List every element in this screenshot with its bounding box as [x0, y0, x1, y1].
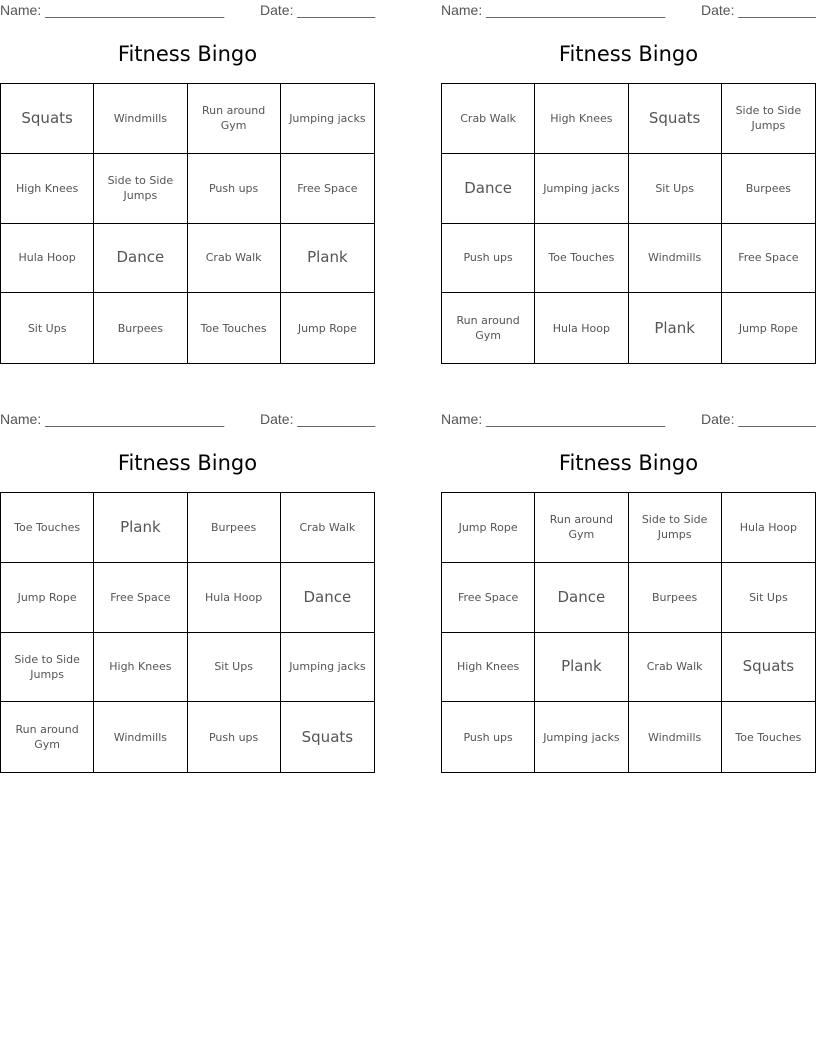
- bingo-cell: Push ups: [188, 154, 281, 224]
- date-field-line: Date: __________: [260, 2, 376, 18]
- bingo-cell: Squats: [629, 84, 722, 154]
- bingo-cell: Windmills: [629, 702, 722, 772]
- bingo-cell: Dance: [94, 224, 187, 294]
- bingo-cell: Free Space: [722, 224, 815, 294]
- bingo-cell: Crab Walk: [629, 633, 722, 703]
- date-field-line: Date: __________: [701, 411, 816, 427]
- bingo-cell: Side to Side Jumps: [629, 493, 722, 563]
- bingo-cell: Squats: [722, 633, 815, 703]
- bingo-cell: Toe Touches: [1, 493, 94, 563]
- bingo-cell: Plank: [94, 493, 187, 563]
- bingo-grid: [441, 83, 816, 364]
- bingo-cell: Run around Gym: [535, 493, 628, 563]
- card-title: Fitness Bingo: [117, 42, 258, 66]
- bingo-cell: Hula Hoop: [535, 293, 628, 363]
- bingo-cell: Crab Walk: [442, 84, 535, 154]
- bingo-cell: Sit Ups: [629, 154, 722, 224]
- name-field-line: Name: _______________________: [441, 411, 666, 427]
- card-title: Fitness Bingo: [117, 451, 258, 475]
- bingo-cell: High Knees: [442, 633, 535, 703]
- bingo-cell: Free Space: [94, 563, 187, 633]
- card-title: Fitness Bingo: [558, 42, 699, 66]
- bingo-cell: Sit Ups: [1, 293, 94, 363]
- bingo-cell: Windmills: [629, 224, 722, 294]
- bingo-cell: Push ups: [188, 702, 281, 772]
- bingo-cell: Sit Ups: [188, 633, 281, 703]
- bingo-cell: Burpees: [629, 563, 722, 633]
- bingo-cell: Plank: [535, 633, 628, 703]
- bingo-cell: Run around Gym: [442, 293, 535, 363]
- bingo-cell: High Knees: [1, 154, 94, 224]
- bingo-cell: Run around Gym: [188, 84, 281, 154]
- bingo-cell: Jumping jacks: [535, 154, 628, 224]
- bingo-cell: Jump Rope: [1, 563, 94, 633]
- bingo-cell: Crab Walk: [281, 493, 374, 563]
- bingo-cell: High Knees: [535, 84, 628, 154]
- bingo-cell: Jump Rope: [738, 321, 798, 335]
- bingo-cell: Hula Hoop: [1, 224, 94, 294]
- bingo-cell: Toe Touches: [535, 224, 628, 294]
- bingo-cell: Free Space: [281, 154, 374, 224]
- bingo-cell: Side to Side Jumps: [1, 633, 94, 703]
- bingo-cell: Burpees: [188, 493, 281, 563]
- bingo-cell: Hula Hoop: [188, 563, 281, 633]
- bingo-cell: Windmills: [94, 702, 187, 772]
- bingo-cell: Dance: [535, 563, 628, 633]
- bingo-grid: [0, 492, 375, 773]
- bingo-cell: Plank: [629, 293, 722, 363]
- bingo-cell: Jumping jacks: [281, 633, 374, 703]
- bingo-cell: Jump Rope: [442, 493, 535, 563]
- bingo-cell: Burpees: [722, 154, 815, 224]
- bingo-cell: High Knees: [94, 633, 187, 703]
- bingo-cell: Dance: [442, 154, 535, 224]
- bingo-cell: Hula Hoop: [722, 493, 815, 563]
- bingo-cell: Toe Touches: [188, 293, 281, 363]
- name-field-line: Name: _______________________: [0, 2, 225, 18]
- bingo-cell: Push ups: [442, 224, 535, 294]
- bingo-cell: Squats: [301, 727, 354, 746]
- name-field-line: Name: _______________________: [441, 2, 666, 18]
- bingo-card-2: [441, 0, 816, 380]
- bingo-grid: [0, 83, 375, 364]
- bingo-cell: Push ups: [442, 702, 535, 772]
- bingo-cell: Jump Rope: [297, 321, 357, 335]
- bingo-cell: Toe Touches: [735, 730, 802, 744]
- bingo-cell: Jumping jacks: [535, 702, 628, 772]
- bingo-grid: [441, 492, 816, 773]
- bingo-cell: Burpees: [94, 293, 187, 363]
- bingo-cell: Jumping jacks: [281, 84, 374, 154]
- bingo-cell: Side to Side Jumps: [722, 84, 815, 154]
- bingo-cell: Dance: [281, 563, 374, 633]
- bingo-cell: Sit Ups: [722, 563, 815, 633]
- bingo-cell: Run around Gym: [1, 702, 94, 772]
- name-field-line: Name: _______________________: [0, 411, 225, 427]
- bingo-cell: Plank: [281, 224, 374, 294]
- card-title: Fitness Bingo: [558, 451, 699, 475]
- bingo-card-1: [0, 0, 375, 380]
- bingo-cell: Side to Side Jumps: [94, 154, 187, 224]
- date-field-line: Date: __________: [260, 411, 376, 427]
- bingo-cell: Windmills: [94, 84, 187, 154]
- bingo-cell: Crab Walk: [188, 224, 281, 294]
- bingo-cell: Squats: [1, 84, 94, 154]
- date-field-line: Date: __________: [701, 2, 816, 18]
- bingo-cell: Free Space: [442, 563, 535, 633]
- bingo-card-3: [0, 409, 375, 789]
- bingo-card-4: [441, 409, 816, 789]
